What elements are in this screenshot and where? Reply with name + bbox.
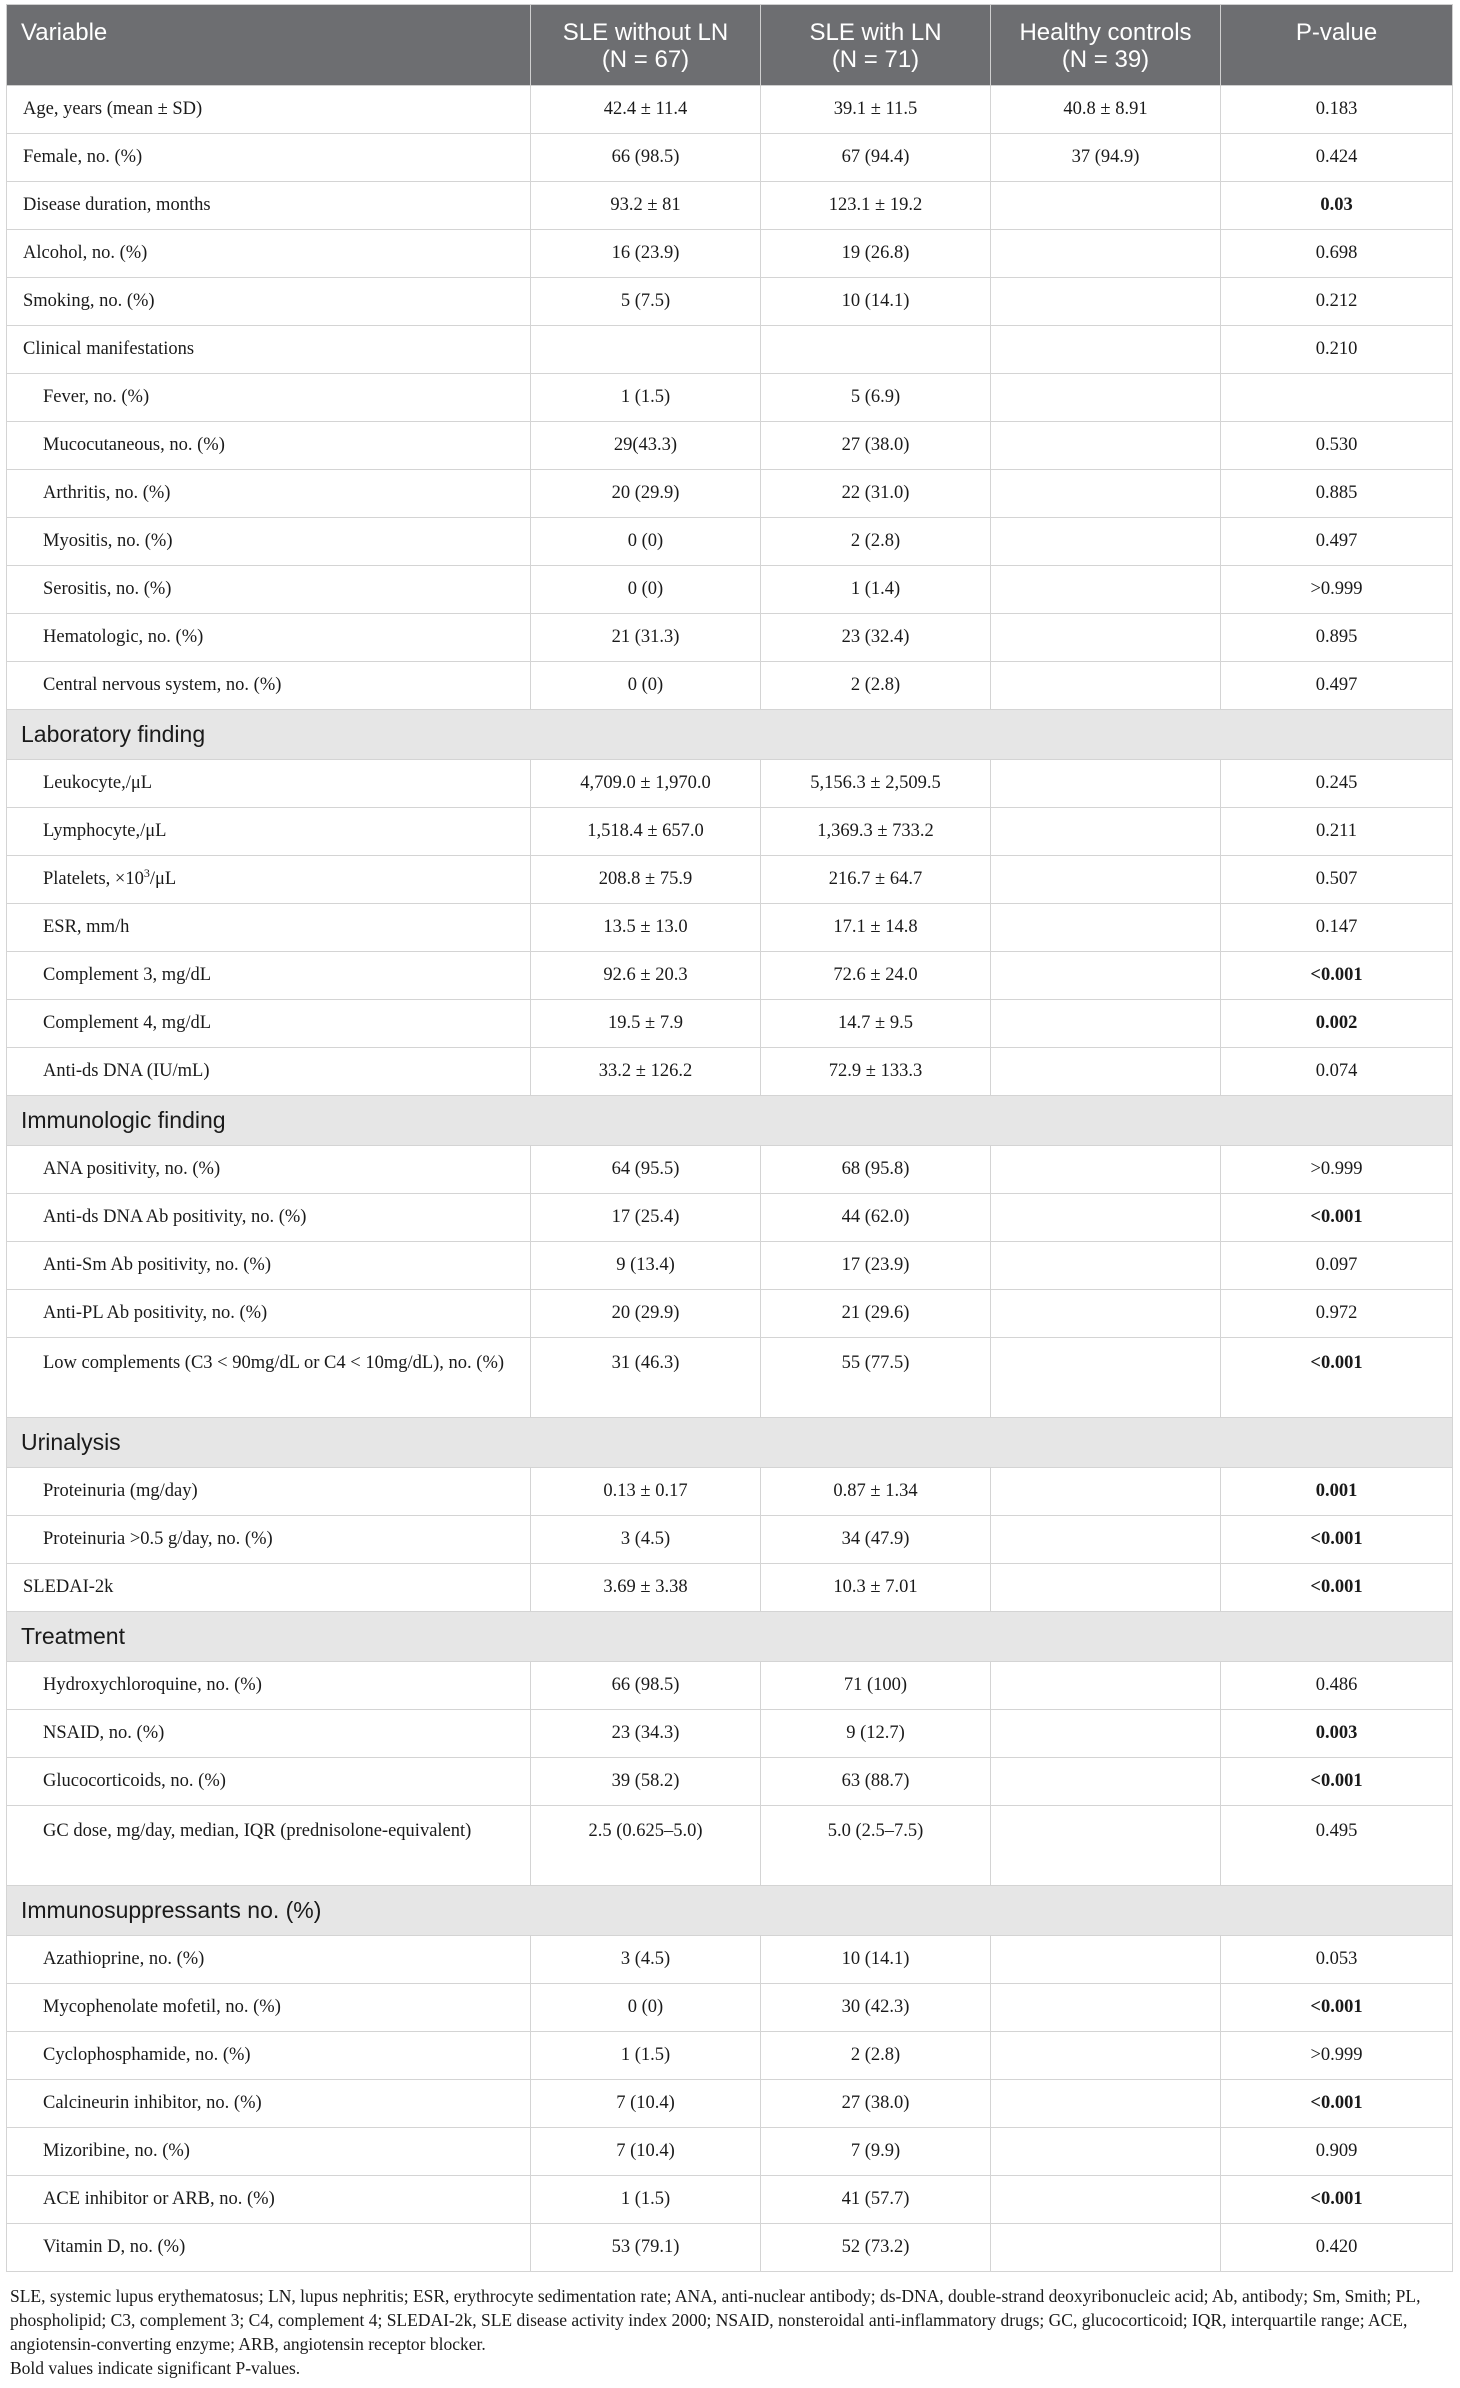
row-label: Complement 4, mg/dL bbox=[7, 1000, 531, 1048]
value-healthy-controls bbox=[991, 1146, 1221, 1194]
value-healthy-controls bbox=[991, 614, 1221, 662]
value-p-value: 0.211 bbox=[1221, 808, 1453, 856]
value-sle-without-ln bbox=[531, 326, 761, 374]
value-sle-with-ln: 14.7 ± 9.5 bbox=[761, 1000, 991, 1048]
value-healthy-controls bbox=[991, 952, 1221, 1000]
value-p-value: 0.424 bbox=[1221, 134, 1453, 182]
table-row bbox=[7, 1984, 1453, 2032]
row-label: Anti-ds DNA Ab positivity, no. (%) bbox=[7, 1194, 531, 1242]
value-sle-with-ln: 17 (23.9) bbox=[761, 1242, 991, 1290]
table-row bbox=[7, 1146, 1453, 1194]
value-healthy-controls bbox=[991, 566, 1221, 614]
table-row bbox=[7, 1662, 1453, 1710]
table-row bbox=[7, 904, 1453, 952]
value-healthy-controls bbox=[991, 1516, 1221, 1564]
value-sle-with-ln: 55 (77.5) bbox=[761, 1338, 991, 1418]
value-sle-without-ln: 39 (58.2) bbox=[531, 1758, 761, 1806]
table-row bbox=[7, 566, 1453, 614]
row-label: Central nervous system, no. (%) bbox=[7, 662, 531, 710]
value-sle-with-ln: 2 (2.8) bbox=[761, 2032, 991, 2080]
value-sle-with-ln: 10 (14.1) bbox=[761, 278, 991, 326]
value-sle-without-ln: 21 (31.3) bbox=[531, 614, 761, 662]
value-sle-with-ln: 41 (57.7) bbox=[761, 2176, 991, 2224]
row-label: Alcohol, no. (%) bbox=[7, 230, 531, 278]
row-label: Lymphocyte,/μL bbox=[7, 808, 531, 856]
value-p-value: 0.03 bbox=[1221, 182, 1453, 230]
table-row bbox=[7, 952, 1453, 1000]
table-row bbox=[7, 1806, 1453, 1886]
value-sle-with-ln: 1,369.3 ± 733.2 bbox=[761, 808, 991, 856]
value-sle-with-ln: 123.1 ± 19.2 bbox=[761, 182, 991, 230]
value-healthy-controls bbox=[991, 278, 1221, 326]
value-p-value: 0.001 bbox=[1221, 1468, 1453, 1516]
value-sle-with-ln: 5 (6.9) bbox=[761, 374, 991, 422]
header-variable: Variable bbox=[7, 5, 531, 86]
value-healthy-controls bbox=[991, 470, 1221, 518]
value-sle-without-ln: 3.69 ± 3.38 bbox=[531, 1564, 761, 1612]
table-row bbox=[7, 182, 1453, 230]
row-label: Arthritis, no. (%) bbox=[7, 470, 531, 518]
value-healthy-controls bbox=[991, 1468, 1221, 1516]
header-healthy-controls: Healthy controls (N = 39) bbox=[991, 5, 1221, 86]
value-sle-without-ln: 92.6 ± 20.3 bbox=[531, 952, 761, 1000]
table-row bbox=[7, 374, 1453, 422]
value-sle-without-ln: 1 (1.5) bbox=[531, 2176, 761, 2224]
value-p-value: <0.001 bbox=[1221, 2080, 1453, 2128]
value-healthy-controls bbox=[991, 1806, 1221, 1886]
table-header-row bbox=[7, 5, 1453, 86]
value-sle-without-ln: 7 (10.4) bbox=[531, 2128, 761, 2176]
table-row bbox=[7, 1936, 1453, 1984]
row-label: Myositis, no. (%) bbox=[7, 518, 531, 566]
row-label: Fever, no. (%) bbox=[7, 374, 531, 422]
value-sle-with-ln: 5.0 (2.5–7.5) bbox=[761, 1806, 991, 1886]
section-heading: Treatment bbox=[7, 1612, 1453, 1662]
value-healthy-controls bbox=[991, 1710, 1221, 1758]
value-sle-with-ln: 39.1 ± 11.5 bbox=[761, 86, 991, 134]
value-healthy-controls bbox=[991, 1758, 1221, 1806]
value-healthy-controls bbox=[991, 1936, 1221, 1984]
value-sle-with-ln: 30 (42.3) bbox=[761, 1984, 991, 2032]
row-label: Mycophenolate mofetil, no. (%) bbox=[7, 1984, 531, 2032]
value-p-value: >0.999 bbox=[1221, 2032, 1453, 2080]
value-p-value: <0.001 bbox=[1221, 1338, 1453, 1418]
table-row bbox=[7, 1710, 1453, 1758]
value-sle-with-ln: 27 (38.0) bbox=[761, 2080, 991, 2128]
row-label: Disease duration, months bbox=[7, 182, 531, 230]
value-healthy-controls bbox=[991, 1000, 1221, 1048]
value-p-value: <0.001 bbox=[1221, 952, 1453, 1000]
value-p-value: <0.001 bbox=[1221, 2176, 1453, 2224]
value-healthy-controls bbox=[991, 1564, 1221, 1612]
table-row bbox=[7, 662, 1453, 710]
value-healthy-controls bbox=[991, 1194, 1221, 1242]
value-sle-with-ln: 5,156.3 ± 2,509.5 bbox=[761, 760, 991, 808]
value-sle-without-ln: 7 (10.4) bbox=[531, 2080, 761, 2128]
value-sle-without-ln: 17 (25.4) bbox=[531, 1194, 761, 1242]
value-p-value: >0.999 bbox=[1221, 566, 1453, 614]
table-row bbox=[7, 2032, 1453, 2080]
section-heading: Immunosuppressants no. (%) bbox=[7, 1886, 1453, 1936]
section-row bbox=[7, 1886, 1453, 1936]
value-sle-without-ln: 3 (4.5) bbox=[531, 1936, 761, 1984]
value-sle-with-ln: 0.87 ± 1.34 bbox=[761, 1468, 991, 1516]
value-sle-without-ln: 66 (98.5) bbox=[531, 1662, 761, 1710]
value-healthy-controls: 40.8 ± 8.91 bbox=[991, 86, 1221, 134]
row-label: SLEDAI-2k bbox=[7, 1564, 531, 1612]
value-sle-without-ln: 20 (29.9) bbox=[531, 1290, 761, 1338]
row-label: Anti-ds DNA (IU/mL) bbox=[7, 1048, 531, 1096]
value-sle-without-ln: 16 (23.9) bbox=[531, 230, 761, 278]
row-label: ESR, mm/h bbox=[7, 904, 531, 952]
table-row bbox=[7, 422, 1453, 470]
value-p-value: 0.497 bbox=[1221, 518, 1453, 566]
table-footnotes bbox=[6, 2284, 1450, 2380]
value-p-value: 0.885 bbox=[1221, 470, 1453, 518]
value-healthy-controls bbox=[991, 808, 1221, 856]
value-sle-without-ln: 0 (0) bbox=[531, 518, 761, 566]
value-p-value: 0.909 bbox=[1221, 2128, 1453, 2176]
value-sle-with-ln: 34 (47.9) bbox=[761, 1516, 991, 1564]
value-healthy-controls bbox=[991, 904, 1221, 952]
value-p-value: 0.698 bbox=[1221, 230, 1453, 278]
value-p-value: 0.097 bbox=[1221, 1242, 1453, 1290]
value-p-value: 0.497 bbox=[1221, 662, 1453, 710]
value-sle-with-ln: 71 (100) bbox=[761, 1662, 991, 1710]
value-sle-without-ln: 1 (1.5) bbox=[531, 374, 761, 422]
row-label: Low complements (C3 < 90mg/dL or C4 < 10mg/dL), no. (%) bbox=[7, 1338, 531, 1418]
section-heading: Immunologic finding bbox=[7, 1096, 1453, 1146]
value-sle-with-ln: 10.3 ± 7.01 bbox=[761, 1564, 991, 1612]
value-p-value: <0.001 bbox=[1221, 1516, 1453, 1564]
value-sle-with-ln: 72.6 ± 24.0 bbox=[761, 952, 991, 1000]
value-sle-without-ln: 31 (46.3) bbox=[531, 1338, 761, 1418]
value-p-value: 0.053 bbox=[1221, 1936, 1453, 1984]
row-label: Azathioprine, no. (%) bbox=[7, 1936, 531, 1984]
value-healthy-controls bbox=[991, 1048, 1221, 1096]
value-healthy-controls bbox=[991, 2176, 1221, 2224]
value-healthy-controls bbox=[991, 182, 1221, 230]
value-sle-with-ln: 19 (26.8) bbox=[761, 230, 991, 278]
value-sle-with-ln: 2 (2.8) bbox=[761, 518, 991, 566]
value-p-value: 0.420 bbox=[1221, 2224, 1453, 2272]
value-sle-without-ln: 19.5 ± 7.9 bbox=[531, 1000, 761, 1048]
value-healthy-controls bbox=[991, 1984, 1221, 2032]
value-p-value: 0.972 bbox=[1221, 1290, 1453, 1338]
value-sle-with-ln: 10 (14.1) bbox=[761, 1936, 991, 1984]
row-label: Proteinuria >0.5 g/day, no. (%) bbox=[7, 1516, 531, 1564]
value-p-value: <0.001 bbox=[1221, 1194, 1453, 1242]
table-row bbox=[7, 2176, 1453, 2224]
value-p-value: >0.999 bbox=[1221, 1146, 1453, 1194]
table-row bbox=[7, 1516, 1453, 1564]
value-sle-without-ln: 13.5 ± 13.0 bbox=[531, 904, 761, 952]
table-row bbox=[7, 1242, 1453, 1290]
demographics-table bbox=[6, 4, 1453, 2272]
table-row bbox=[7, 470, 1453, 518]
table-row bbox=[7, 856, 1453, 904]
value-sle-without-ln: 93.2 ± 81 bbox=[531, 182, 761, 230]
value-p-value: 0.245 bbox=[1221, 760, 1453, 808]
row-label: ACE inhibitor or ARB, no. (%) bbox=[7, 2176, 531, 2224]
value-sle-with-ln: 22 (31.0) bbox=[761, 470, 991, 518]
table-row bbox=[7, 2080, 1453, 2128]
table-row bbox=[7, 1194, 1453, 1242]
value-sle-with-ln: 52 (73.2) bbox=[761, 2224, 991, 2272]
value-healthy-controls: 37 (94.9) bbox=[991, 134, 1221, 182]
row-label: Hydroxychloroquine, no. (%) bbox=[7, 1662, 531, 1710]
header-p-value: P-value bbox=[1221, 5, 1453, 86]
section-row bbox=[7, 1418, 1453, 1468]
value-p-value: 0.507 bbox=[1221, 856, 1453, 904]
value-healthy-controls bbox=[991, 2128, 1221, 2176]
table-row bbox=[7, 134, 1453, 182]
table-row bbox=[7, 518, 1453, 566]
value-p-value: <0.001 bbox=[1221, 1758, 1453, 1806]
value-healthy-controls bbox=[991, 2032, 1221, 2080]
value-sle-without-ln: 66 (98.5) bbox=[531, 134, 761, 182]
value-sle-without-ln: 9 (13.4) bbox=[531, 1242, 761, 1290]
value-healthy-controls bbox=[991, 1662, 1221, 1710]
row-label: Glucocorticoids, no. (%) bbox=[7, 1758, 531, 1806]
value-p-value: 0.002 bbox=[1221, 1000, 1453, 1048]
table-row bbox=[7, 1048, 1453, 1096]
value-sle-without-ln: 0 (0) bbox=[531, 566, 761, 614]
value-p-value: 0.495 bbox=[1221, 1806, 1453, 1886]
value-sle-without-ln: 0 (0) bbox=[531, 662, 761, 710]
value-sle-without-ln: 53 (79.1) bbox=[531, 2224, 761, 2272]
row-label: Anti-Sm Ab positivity, no. (%) bbox=[7, 1242, 531, 1290]
value-p-value: 0.210 bbox=[1221, 326, 1453, 374]
value-sle-without-ln: 0.13 ± 0.17 bbox=[531, 1468, 761, 1516]
header-sle-with-ln: SLE with LN (N = 71) bbox=[761, 5, 991, 86]
value-sle-with-ln: 68 (95.8) bbox=[761, 1146, 991, 1194]
row-label: Hematologic, no. (%) bbox=[7, 614, 531, 662]
value-healthy-controls bbox=[991, 760, 1221, 808]
row-label: Mizoribine, no. (%) bbox=[7, 2128, 531, 2176]
value-sle-without-ln: 42.4 ± 11.4 bbox=[531, 86, 761, 134]
value-healthy-controls bbox=[991, 326, 1221, 374]
value-healthy-controls bbox=[991, 374, 1221, 422]
header-sle-without-ln: SLE without LN (N = 67) bbox=[531, 5, 761, 86]
value-sle-with-ln: 72.9 ± 133.3 bbox=[761, 1048, 991, 1096]
row-label: Proteinuria (mg/day) bbox=[7, 1468, 531, 1516]
table-container bbox=[6, 4, 1452, 2380]
value-sle-with-ln: 27 (38.0) bbox=[761, 422, 991, 470]
row-label: Anti-PL Ab positivity, no. (%) bbox=[7, 1290, 531, 1338]
value-healthy-controls bbox=[991, 518, 1221, 566]
value-sle-without-ln: 23 (34.3) bbox=[531, 1710, 761, 1758]
row-label: Calcineurin inhibitor, no. (%) bbox=[7, 2080, 531, 2128]
value-p-value: 0.530 bbox=[1221, 422, 1453, 470]
table-row bbox=[7, 1564, 1453, 1612]
bold-values-note: Bold values indicate significant P-values. bbox=[10, 2358, 301, 2378]
table-row bbox=[7, 1000, 1453, 1048]
table-row bbox=[7, 808, 1453, 856]
value-sle-without-ln: 5 (7.5) bbox=[531, 278, 761, 326]
value-sle-with-ln: 9 (12.7) bbox=[761, 1710, 991, 1758]
table-row bbox=[7, 86, 1453, 134]
value-sle-with-ln: 67 (94.4) bbox=[761, 134, 991, 182]
table-body bbox=[7, 86, 1453, 2272]
table-row bbox=[7, 1758, 1453, 1806]
value-sle-without-ln: 33.2 ± 126.2 bbox=[531, 1048, 761, 1096]
value-p-value: 0.074 bbox=[1221, 1048, 1453, 1096]
value-sle-without-ln: 1,518.4 ± 657.0 bbox=[531, 808, 761, 856]
value-sle-without-ln: 0 (0) bbox=[531, 1984, 761, 2032]
value-sle-without-ln: 4,709.0 ± 1,970.0 bbox=[531, 760, 761, 808]
row-label: Clinical manifestations bbox=[7, 326, 531, 374]
row-label: ANA positivity, no. (%) bbox=[7, 1146, 531, 1194]
value-p-value: 0.486 bbox=[1221, 1662, 1453, 1710]
value-healthy-controls bbox=[991, 422, 1221, 470]
row-label: Serositis, no. (%) bbox=[7, 566, 531, 614]
section-row bbox=[7, 1612, 1453, 1662]
value-p-value: <0.001 bbox=[1221, 1984, 1453, 2032]
value-sle-with-ln: 44 (62.0) bbox=[761, 1194, 991, 1242]
value-healthy-controls bbox=[991, 1338, 1221, 1418]
value-healthy-controls bbox=[991, 1242, 1221, 1290]
value-sle-with-ln: 17.1 ± 14.8 bbox=[761, 904, 991, 952]
value-sle-with-ln: 7 (9.9) bbox=[761, 2128, 991, 2176]
value-sle-without-ln: 1 (1.5) bbox=[531, 2032, 761, 2080]
row-label: Platelets, $\times 10^3/\mu L$ bbox=[7, 856, 531, 904]
row-label: Cyclophosphamide, no. (%) bbox=[7, 2032, 531, 2080]
value-sle-with-ln: 2 (2.8) bbox=[761, 662, 991, 710]
row-label: Female, no. (%) bbox=[7, 134, 531, 182]
value-sle-without-ln: 64 (95.5) bbox=[531, 1146, 761, 1194]
table-row bbox=[7, 2128, 1453, 2176]
value-healthy-controls bbox=[991, 1290, 1221, 1338]
value-sle-with-ln: 23 (32.4) bbox=[761, 614, 991, 662]
row-label: Smoking, no. (%) bbox=[7, 278, 531, 326]
value-p-value: 0.895 bbox=[1221, 614, 1453, 662]
section-row bbox=[7, 710, 1453, 760]
value-sle-with-ln: 216.7 ± 64.7 bbox=[761, 856, 991, 904]
value-p-value bbox=[1221, 374, 1453, 422]
value-sle-without-ln: 29(43.3) bbox=[531, 422, 761, 470]
row-label: Leukocyte,/μL bbox=[7, 760, 531, 808]
section-heading: Urinalysis bbox=[7, 1418, 1453, 1468]
value-healthy-controls bbox=[991, 856, 1221, 904]
table-row bbox=[7, 1290, 1453, 1338]
row-label: NSAID, no. (%) bbox=[7, 1710, 531, 1758]
table-row bbox=[7, 760, 1453, 808]
value-healthy-controls bbox=[991, 2080, 1221, 2128]
table-row bbox=[7, 230, 1453, 278]
value-sle-with-ln: 1 (1.4) bbox=[761, 566, 991, 614]
abbreviations-note: SLE, systemic lupus erythematosus; LN, lupus nephritis; ESR, erythrocyte sedimentation rate; ANA, anti-nuclear antibody; ds-DNA, double-strand deoxyribonucleic acid; Ab, antibody; Sm, Smith; PL, phospholipid; C3, complement 3; C4, complement 4; SLEDAI-2k, SLE disease activity index 2000; NSAID, nonsteroidal anti-inflammatory drugs; GC, glucocorticoid; IQR, interquartile range; ACE, angiotensin-converting enzyme; ARB, angiotensin receptor blocker. bbox=[10, 2286, 1421, 2354]
table-row bbox=[7, 2224, 1453, 2272]
value-healthy-controls bbox=[991, 2224, 1221, 2272]
value-p-value: <0.001 bbox=[1221, 1564, 1453, 1612]
value-sle-with-ln: 21 (29.6) bbox=[761, 1290, 991, 1338]
value-healthy-controls bbox=[991, 662, 1221, 710]
row-label: Complement 3, mg/dL bbox=[7, 952, 531, 1000]
row-label: Age, years (mean ± SD) bbox=[7, 86, 531, 134]
table-row bbox=[7, 614, 1453, 662]
value-sle-with-ln: 63 (88.7) bbox=[761, 1758, 991, 1806]
value-p-value: 0.003 bbox=[1221, 1710, 1453, 1758]
row-label: Mucocutaneous, no. (%) bbox=[7, 422, 531, 470]
value-p-value: 0.147 bbox=[1221, 904, 1453, 952]
row-label: GC dose, mg/day, median, IQR (prednisolone-equivalent) bbox=[7, 1806, 531, 1886]
section-row bbox=[7, 1096, 1453, 1146]
value-sle-with-ln bbox=[761, 326, 991, 374]
table-row bbox=[7, 326, 1453, 374]
section-heading: Laboratory finding bbox=[7, 710, 1453, 760]
value-sle-without-ln: 208.8 ± 75.9 bbox=[531, 856, 761, 904]
value-p-value: 0.212 bbox=[1221, 278, 1453, 326]
value-sle-without-ln: 20 (29.9) bbox=[531, 470, 761, 518]
value-p-value: 0.183 bbox=[1221, 86, 1453, 134]
value-sle-without-ln: 3 (4.5) bbox=[531, 1516, 761, 1564]
row-label: Vitamin D, no. (%) bbox=[7, 2224, 531, 2272]
table-row bbox=[7, 1338, 1453, 1418]
value-sle-without-ln: 2.5 (0.625–5.0) bbox=[531, 1806, 761, 1886]
table-row bbox=[7, 1468, 1453, 1516]
value-healthy-controls bbox=[991, 230, 1221, 278]
table-row bbox=[7, 278, 1453, 326]
